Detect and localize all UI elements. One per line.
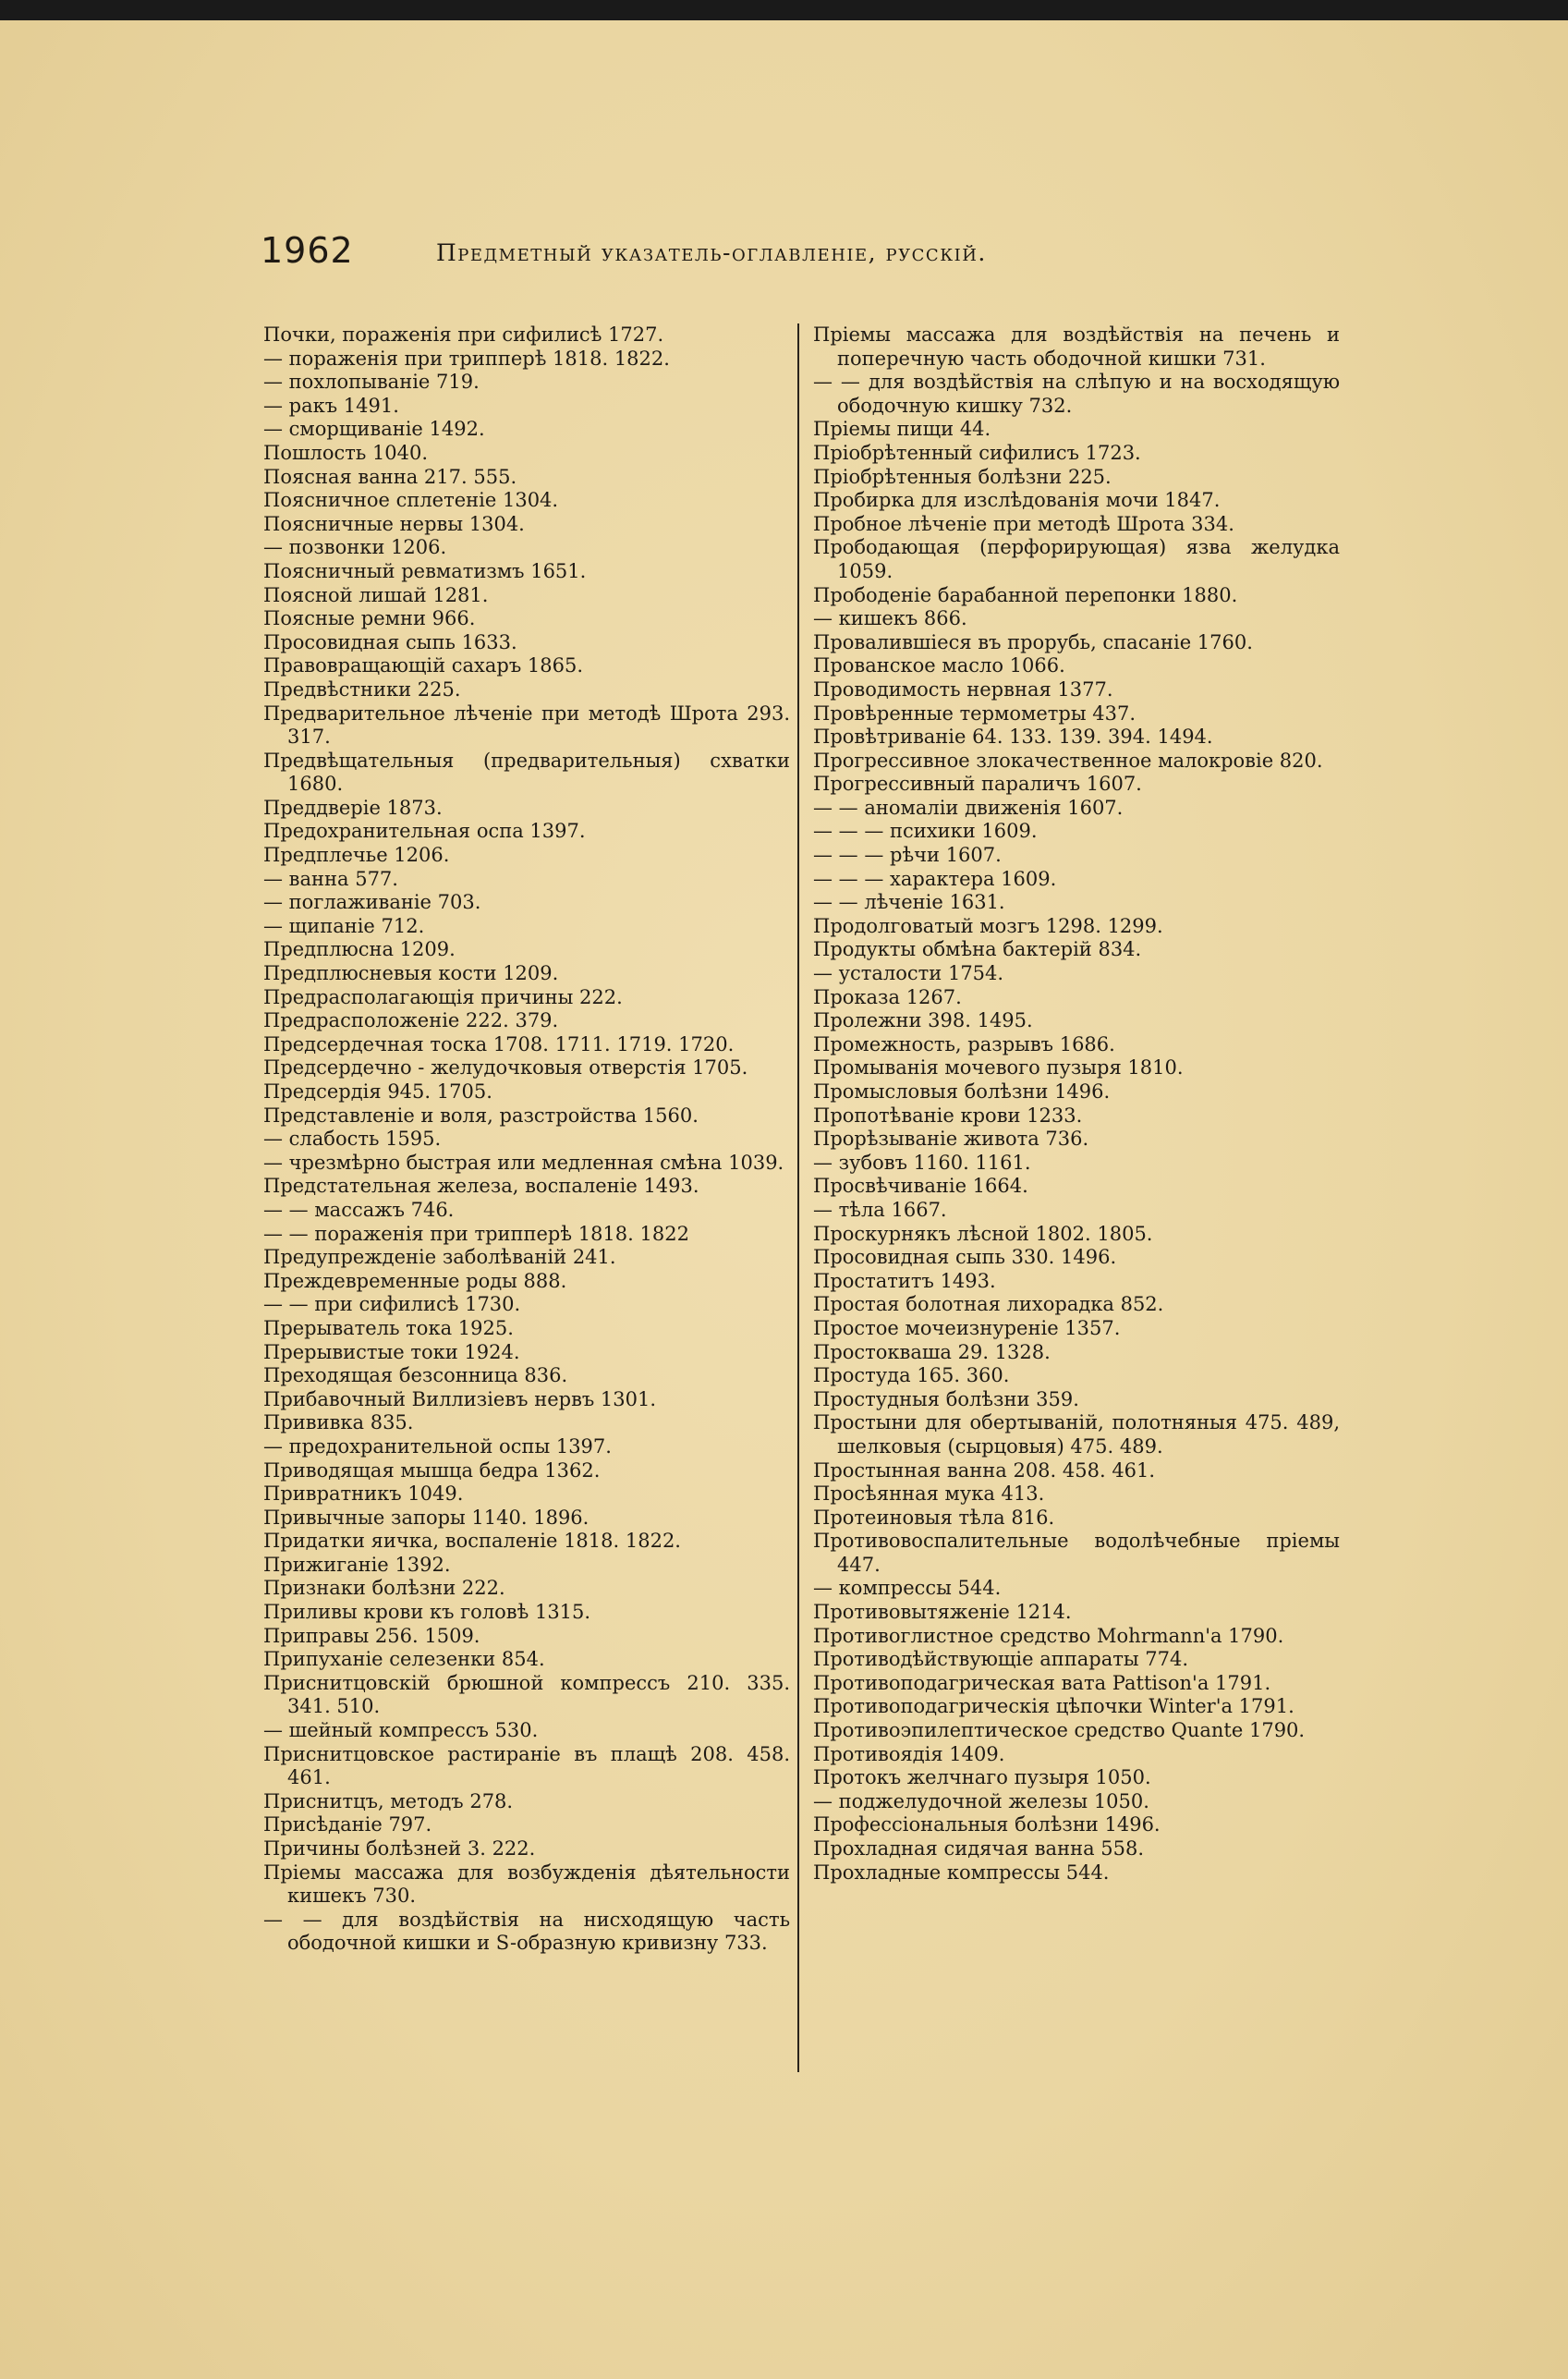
running-title: Предметный указатель-оглавленіе, русскій. [436, 239, 987, 266]
index-entry: Просѣянная мука 413. [813, 1482, 1045, 1506]
index-entry: Предрасположеніе 222. 379. [263, 1009, 559, 1032]
index-entry: Противоподагрическія цѣпочки Winter'a 1791. [813, 1695, 1295, 1718]
index-entry: Признаки болѣзни 222. [263, 1577, 505, 1600]
index-entry: Простое мочеизнуреніе 1357. [813, 1316, 1121, 1339]
index-entry: Предупрежденіе заболѣваній 241. [263, 1246, 616, 1269]
index-entry: Протеиновыя тѣла 816. [813, 1506, 1055, 1529]
index-entry: — поджелудочной железы 1050. [813, 1789, 1149, 1812]
index-entry: — поглаживаніе 703. [263, 891, 481, 914]
index-entry: — шейный компрессъ 530. [263, 1719, 539, 1742]
index-entry: — — для воздѣйствія на слѣпую и на восходящую ободочную кишку 732. [813, 371, 1340, 417]
index-entry: — похлопываніе 719. [263, 371, 480, 394]
index-entry: — — аномаліи движенія 1607. [813, 796, 1124, 819]
index-entry: — ракъ 1491. [263, 394, 399, 417]
column-divider [797, 323, 799, 2072]
index-entry: — — массажъ 746. [263, 1198, 455, 1221]
index-entry: Поясничные нервы 1304. [263, 512, 525, 535]
index-entry: Прободеніе барабанной перепонки 1880. [813, 583, 1238, 606]
index-entry: Проскурнякъ лѣсной 1802. 1805. [813, 1222, 1153, 1245]
index-entry: Промысловыя болѣзни 1496. [813, 1080, 1111, 1103]
index-entry: Пробирка для изслѣдованія мочи 1847. [813, 489, 1221, 512]
index-entry: Прививка 835. [263, 1411, 414, 1434]
index-entry: Профессіональныя болѣзни 1496. [813, 1813, 1161, 1836]
index-entry: Простуда 165. 360. [813, 1364, 1010, 1387]
index-entry: — усталости 1754. [813, 962, 1004, 985]
index-entry: Противоглистное средство Mohrmann'a 1790. [813, 1624, 1284, 1647]
scan-top-edge [0, 0, 1568, 20]
index-entry: Прогрессивное злокачественное малокровіе 820. [813, 749, 1323, 772]
index-entry: Предвѣстники 225. [263, 677, 461, 701]
index-entry: — — — характера 1609. [813, 867, 1057, 890]
index-entry: Прерыватель тока 1925. [263, 1316, 514, 1339]
index-entry: Причины болѣзней 3. 222. [263, 1837, 536, 1860]
index-entry: Предплюсна 1209. [263, 938, 456, 961]
index-entry: — позвонки 1206. [263, 536, 447, 559]
index-entry: — — при сифилисѣ 1730. [263, 1293, 521, 1316]
index-entry: Приснитцовскій брюшной компрессъ 210. 335. 341. 510. [263, 1671, 790, 1718]
index-entry: — пораженія при трипперѣ 1818. 1822. [263, 347, 670, 370]
index-entry: — компрессы 544. [813, 1577, 1002, 1600]
index-entry: — сморщиваніе 1492. [263, 418, 485, 441]
index-entry: — предохранительной оспы 1397. [263, 1434, 612, 1458]
index-entry: Прерывистые токи 1924. [263, 1340, 520, 1363]
index-entry: Поясной лишай 1281. [263, 583, 489, 606]
index-entry: Прохладная сидячая ванна 558. [813, 1837, 1145, 1860]
index-entry: Придатки яичка, воспаленіе 1818. 1822. [263, 1530, 681, 1553]
index-entry: Противоэпилептическое средство Quante 1790. [813, 1719, 1306, 1742]
running-header [261, 219, 1332, 284]
index-entry: Прорѣзываніе живота 736. [813, 1128, 1089, 1151]
index-entry: Прижиганіе 1392. [263, 1553, 451, 1576]
index-entry: Преддверіе 1873. [263, 796, 443, 819]
index-entry: — — пораженія при трипперѣ 1818. 1822 [263, 1222, 689, 1245]
index-entry: Приправы 256. 1509. [263, 1624, 480, 1647]
index-entry: Прибавочный Виллизіевъ нервъ 1301. [263, 1387, 657, 1410]
index-entry: Предплечье 1206. [263, 844, 450, 867]
index-entry: Промыванія мочевого пузыря 1810. [813, 1056, 1184, 1080]
index-entry: — — — психики 1609. [813, 820, 1038, 843]
index-entry: Почки, пораженія при сифилисѣ 1727. [263, 323, 664, 346]
index-entry: Противоядія 1409. [813, 1742, 1005, 1765]
index-entry: Поясничное сплетеніе 1304. [263, 489, 559, 512]
index-entry: Поясная ванна 217. 555. [263, 465, 517, 488]
index-entry: Провѣтриваніе 64. 133. 139. 394. 1494. [813, 726, 1213, 749]
index-entry: — — лѣченіе 1631. [813, 891, 1005, 914]
index-entry: Простая болотная лихорадка 852. [813, 1293, 1164, 1316]
page-number: 1962 [261, 230, 354, 271]
index-entry: Противовоспалительные водолѣчебные пріемы 447. [813, 1530, 1340, 1576]
index-entry: — щипаніе 712. [263, 914, 425, 937]
index-entry: Привратникъ 1049. [263, 1482, 464, 1506]
index-entry: Поясные ремни 966. [263, 607, 476, 630]
index-entry: Просовидная сыпь 1633. [263, 630, 517, 653]
index-entry: Провѣренные термометры 437. [813, 702, 1136, 725]
index-entry: Предохранительная оспа 1397. [263, 820, 586, 843]
index-entry: Противоподагрическая вата Pattison'a 1791. [813, 1671, 1271, 1694]
index-entry: Представленіе и воля, разстройства 1560. [263, 1104, 699, 1127]
index-entry: Предплюсневыя кости 1209. [263, 962, 559, 985]
index-entry: Пріемы массажа для возбужденія дѣятельности кишекъ 730. [263, 1860, 790, 1908]
index-entry: — слабость 1595. [263, 1128, 442, 1151]
index-entry: Протокъ желчнаго пузыря 1050. [813, 1766, 1151, 1789]
index-entry: Приснитцъ, методъ 278. [263, 1789, 514, 1812]
index-entry: Предстательная железа, воспаленіе 1493. [263, 1175, 699, 1198]
index-entry: Просовидная сыпь 330. 1496. [813, 1246, 1117, 1269]
index-entry: Простудныя болѣзни 359. [813, 1387, 1079, 1410]
index-entry: Продолговатый мозгъ 1298. 1299. [813, 914, 1163, 937]
index-entry: Продукты обмѣна бактерій 834. [813, 938, 1142, 961]
index-entry: Просвѣчиваніе 1664. [813, 1175, 1028, 1198]
index-entry: Предвѣщательныя (предварительныя) схватки 1680. [263, 749, 790, 796]
index-entry: Пріобрѣтенный сифилисъ 1723. [813, 441, 1141, 464]
index-entry: Предварительное лѣченіе при методѣ Шрота 293. 317. [263, 702, 790, 749]
index-entry: — ванна 577. [263, 867, 398, 890]
index-entry: Пошлость 1040. [263, 441, 429, 464]
index-entry: Проводимость нервная 1377. [813, 677, 1113, 701]
index-entry: Припуханіе селезенки 854. [263, 1648, 545, 1671]
index-entry: — тѣла 1667. [813, 1198, 947, 1221]
index-entry: Правовращающій сахаръ 1865. [263, 654, 584, 677]
index-entry: Пробное лѣченіе при методѣ Шрота 334. [813, 512, 1234, 535]
index-entry: — кишекъ 866. [813, 607, 967, 630]
index-entry: Промежность, разрывъ 1686. [813, 1032, 1115, 1055]
index-entry: Пріобрѣтенныя болѣзни 225. [813, 465, 1112, 488]
index-entry: Простыни для обертываній, полотняныя 475. 489, шелковыя (сырцовыя) 475. 489. [813, 1411, 1340, 1458]
index-entry: Простокваша 29. 1328. [813, 1340, 1051, 1363]
index-column-left [263, 323, 790, 1956]
index-entry: Преждевременные роды 888. [263, 1269, 567, 1292]
index-entry: Противодѣйствующіе аппараты 774. [813, 1648, 1189, 1671]
index-entry: Простынная ванна 208. 458. 461. [813, 1458, 1156, 1482]
index-entry: Предсердечная тоска 1708. 1711. 1719. 1720. [263, 1032, 735, 1055]
index-entry: Предсердія 945. 1705. [263, 1080, 492, 1103]
index-entry: Пріемы пищи 44. [813, 418, 991, 441]
index-entry: Приводящая мышца бедра 1362. [263, 1458, 601, 1482]
index-entry: Приснитцовское растираніе въ плащѣ 208. 458. 461. [263, 1742, 790, 1789]
index-entry: Проказа 1267. [813, 985, 962, 1008]
index-entry: Поясничный ревматизмъ 1651. [263, 559, 587, 582]
index-entry: Пролежни 398. 1495. [813, 1009, 1033, 1032]
index-entry: Прободающая (перфорирующая) язва желудка 1059. [813, 536, 1340, 582]
index-entry: Прохладные компрессы 544. [813, 1860, 1110, 1884]
index-entry: Провалившіеся въ прорубь, спасаніе 1760. [813, 630, 1253, 653]
index-entry: Пріемы массажа для воздѣйствія на печень и поперечную часть ободочной кишки 731. [813, 323, 1340, 370]
index-entry: Простатитъ 1493. [813, 1269, 996, 1292]
index-entry: Прогрессивный параличъ 1607. [813, 773, 1142, 796]
index-entry: Приливы крови къ головѣ 1315. [263, 1601, 591, 1624]
index-entry: Преходящая безсонница 836. [263, 1364, 568, 1387]
book-page [0, 20, 1568, 2379]
index-entry: Предсердечно - желудочковыя отверстія 1705. [263, 1056, 748, 1080]
index-entry: — чрезмѣрно быстрая или медленная смѣна 1039. [263, 1151, 784, 1174]
index-column-right [813, 323, 1340, 1885]
index-entry: — — для воздѣйствія на нисходящую часть ободочной кишки и S-образную кривизну 733. [263, 1908, 790, 1955]
index-entry: Предрасполагающія причины 222. [263, 985, 623, 1008]
index-entry: — зубовъ 1160. 1161. [813, 1151, 1031, 1174]
index-entry: Противовытяженіе 1214. [813, 1601, 1072, 1624]
index-entry: Прованское масло 1066. [813, 654, 1065, 677]
index-entry: — — — рѣчи 1607. [813, 844, 1002, 867]
index-entry: Присѣданіе 797. [263, 1813, 432, 1836]
index-entry: Пропотѣваніе крови 1233. [813, 1104, 1083, 1127]
index-entry: Привычные запоры 1140. 1896. [263, 1506, 590, 1529]
